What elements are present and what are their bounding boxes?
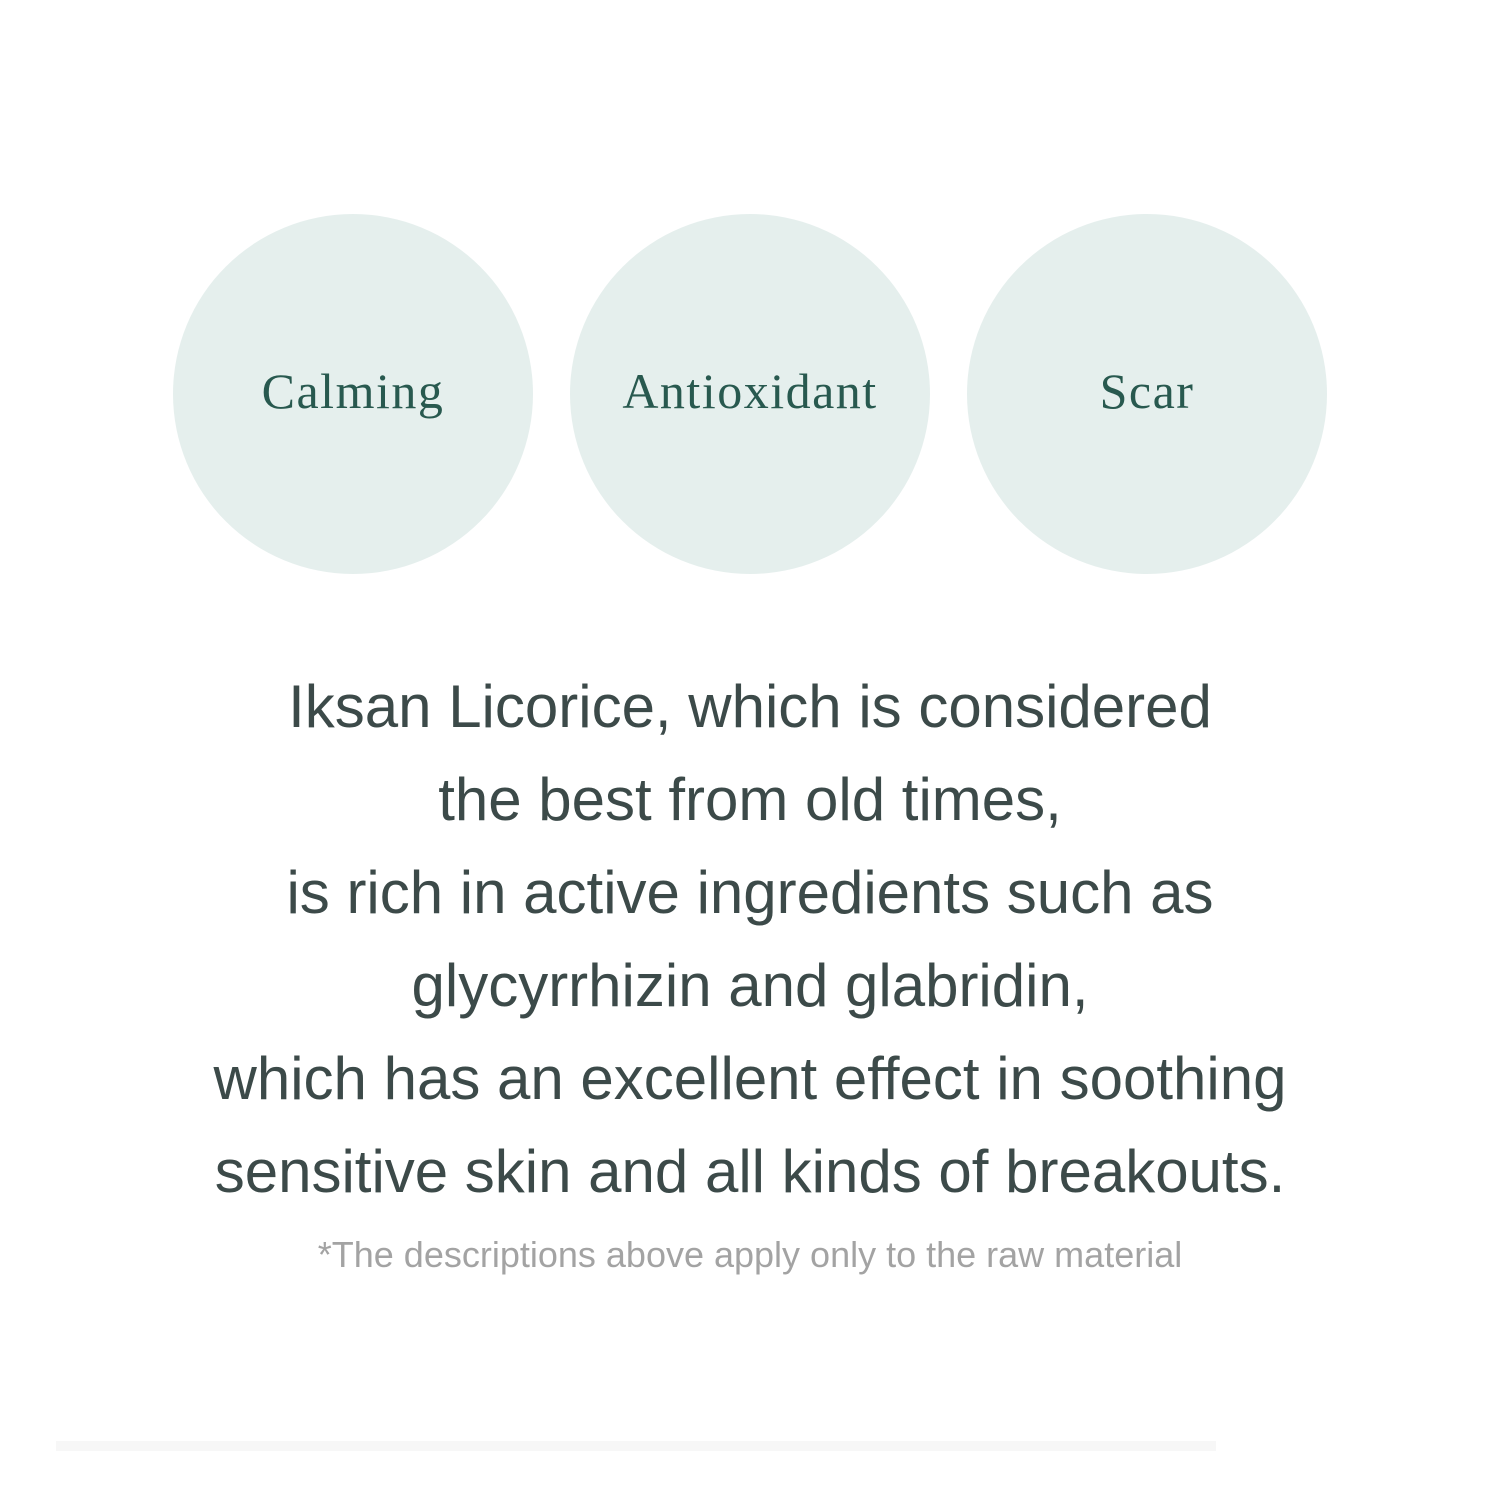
description-line: is rich in active ingredients such as <box>286 859 1214 926</box>
ingredient-description <box>0 660 1500 1218</box>
description-line: sensitive skin and all kinds of breakouts. <box>214 1138 1286 1205</box>
benefit-badges-row <box>0 214 1500 574</box>
benefit-label-scar: Scar <box>1099 363 1195 419</box>
description-line: which has an excellent effect in soothing <box>213 1045 1287 1112</box>
benefit-label-calming: Calming <box>261 363 445 419</box>
description-line: the best from old times, <box>438 766 1062 833</box>
benefit-circle-calming <box>173 214 533 574</box>
benefit-circle-scar <box>967 214 1327 574</box>
next-section-edge <box>56 1441 1216 1451</box>
disclaimer-text: *The descriptions above apply only to the raw material <box>317 1234 1183 1275</box>
benefit-circle-antioxidant <box>570 214 930 574</box>
benefit-label-antioxidant: Antioxidant <box>622 363 878 419</box>
description-line: Iksan Licorice, which is considered <box>288 673 1212 740</box>
description-line: glycyrrhizin and glabridin, <box>411 952 1089 1019</box>
